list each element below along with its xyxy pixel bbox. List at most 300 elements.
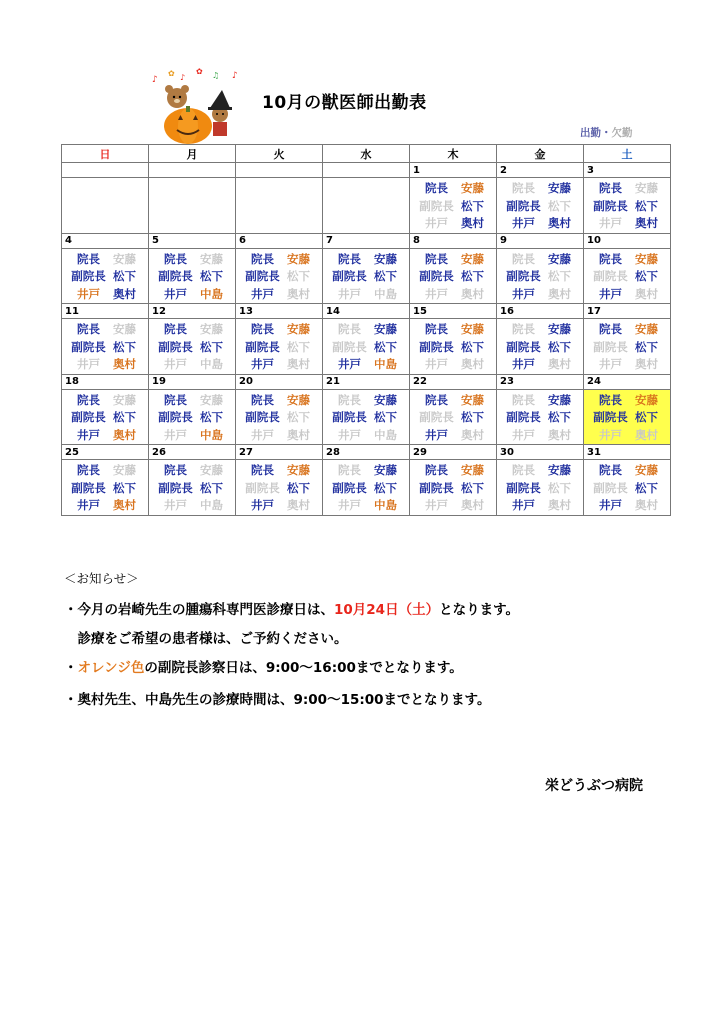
staff-name: 松下 — [113, 339, 136, 354]
staff-name: 井戸 — [425, 286, 448, 301]
staff-name: 奥村 — [548, 498, 571, 512]
staff-name: 奥村 — [548, 427, 571, 442]
day-cell — [497, 319, 584, 375]
staff-name: 院長 — [164, 251, 187, 266]
day-cell — [62, 460, 149, 516]
staff-name: 副院長 — [245, 269, 280, 283]
staff-name: 副院長 — [332, 339, 367, 354]
staff-name: 院長 — [251, 463, 274, 477]
staff-name: 松下 — [113, 480, 136, 495]
staff-name: 安藤 — [200, 251, 223, 266]
staff-name: 院長 — [77, 251, 100, 266]
staff-name: 副院長 — [419, 339, 454, 354]
staff-name: 安藤 — [374, 251, 397, 266]
staff-name: 松下 — [548, 339, 571, 354]
staff-name: 副院長 — [593, 269, 628, 283]
staff-name: 松下 — [461, 198, 484, 213]
staff-name: 安藤 — [113, 251, 136, 266]
staff-name: 副院長 — [71, 269, 106, 283]
staff-name: 院長 — [425, 322, 448, 336]
svg-text:✿: ✿ — [168, 69, 175, 78]
staff-name: 中島 — [200, 427, 223, 442]
staff-name: 松下 — [635, 198, 658, 213]
day-cell — [323, 319, 410, 375]
day-number: 25 — [62, 445, 149, 460]
staff-name: 奥村 — [635, 286, 658, 301]
staff-name: 安藤 — [635, 322, 658, 336]
halloween-illustration — [150, 68, 250, 148]
staff-name: 副院長 — [593, 410, 628, 424]
staff-name: 院長 — [338, 392, 361, 407]
page-title: 10月の獣医師出勤表 — [262, 93, 427, 113]
staff-name: 副院長 — [419, 198, 454, 213]
staff-name: 安藤 — [287, 251, 310, 266]
staff-name: 安藤 — [548, 463, 571, 477]
staff-name: 院長 — [512, 463, 535, 477]
day-cell — [497, 248, 584, 304]
day-number: 24 — [584, 374, 671, 389]
staff-name: 松下 — [635, 269, 658, 283]
day-number: 30 — [497, 445, 584, 460]
staff-name: 院長 — [512, 322, 535, 336]
day-cell — [236, 460, 323, 516]
staff-name: 井戸 — [251, 498, 274, 512]
staff-name: 院長 — [164, 322, 187, 336]
staff-name: 安藤 — [200, 463, 223, 477]
staff-name: 奥村 — [113, 357, 136, 371]
staff-name: 井戸 — [599, 498, 622, 512]
day-cell — [236, 319, 323, 375]
staff-name: 副院長 — [593, 480, 628, 495]
staff-name: 松下 — [548, 410, 571, 424]
day-number: 19 — [149, 374, 236, 389]
staff-name: 院長 — [164, 392, 187, 407]
day-number: 10 — [584, 233, 671, 248]
staff-name: 安藤 — [461, 463, 484, 477]
day-number: 9 — [497, 233, 584, 248]
staff-name: 奥村 — [461, 286, 484, 301]
staff-name: 安藤 — [287, 392, 310, 407]
staff-name: 安藤 — [635, 251, 658, 266]
staff-grid — [584, 319, 670, 374]
music-notes-icon — [152, 68, 238, 85]
staff-name: 副院長 — [506, 269, 541, 283]
staff-name: 奥村 — [287, 427, 310, 442]
day-number: 7 — [323, 233, 410, 248]
staff-name: 副院長 — [506, 480, 541, 495]
staff-name: 安藤 — [374, 463, 397, 477]
staff-name: 奥村 — [548, 286, 571, 301]
staff-name: 松下 — [374, 269, 397, 283]
day-number: 14 — [323, 304, 410, 319]
staff-name: 院長 — [512, 392, 535, 407]
staff-name: 安藤 — [287, 322, 310, 336]
staff-grid — [497, 390, 583, 445]
legend-separator: ・ — [601, 127, 612, 139]
staff-name: 院長 — [251, 251, 274, 266]
svg-text:♫: ♫ — [212, 71, 220, 80]
staff-name: 院長 — [77, 463, 100, 477]
day-cell — [410, 178, 497, 234]
staff-name: 副院長 — [593, 198, 628, 213]
day-number: 16 — [497, 304, 584, 319]
staff-name: 院長 — [338, 322, 361, 336]
day-number: 31 — [584, 445, 671, 460]
staff-grid — [236, 390, 322, 445]
staff-name: 井戸 — [425, 357, 448, 371]
staff-name: 井戸 — [77, 427, 100, 442]
staff-name: 安藤 — [635, 463, 658, 477]
staff-name: 中島 — [200, 286, 223, 301]
staff-name: 院長 — [425, 392, 448, 407]
staff-grid — [149, 390, 235, 445]
staff-name: 井戸 — [77, 286, 100, 301]
staff-name: 院長 — [599, 251, 622, 266]
staff-name: 松下 — [548, 480, 571, 495]
staff-name: 井戸 — [599, 357, 622, 371]
staff-name: 中島 — [200, 498, 223, 512]
staff-grid — [497, 178, 583, 233]
staff-name: 井戸 — [599, 427, 622, 442]
staff-name: 奥村 — [287, 498, 310, 512]
day-cell — [236, 248, 323, 304]
day-number: 22 — [410, 374, 497, 389]
staff-grid — [323, 249, 409, 304]
staff-name: 中島 — [200, 357, 223, 371]
staff-name: 院長 — [425, 181, 448, 195]
staff-name: 井戸 — [251, 357, 274, 371]
staff-name: 院長 — [251, 392, 274, 407]
pumpkin-icon — [164, 106, 212, 144]
staff-grid — [323, 390, 409, 445]
day-cell — [62, 248, 149, 304]
day-number: 6 — [236, 233, 323, 248]
staff-grid — [584, 249, 670, 304]
staff-name: 奥村 — [635, 357, 658, 371]
staff-name: 奥村 — [287, 286, 310, 301]
staff-name: 奥村 — [461, 498, 484, 512]
notice-line-2: 診療をご希望の患者様は、ご予約ください。 — [64, 631, 348, 647]
day-number: 5 — [149, 233, 236, 248]
staff-name: 松下 — [461, 480, 484, 495]
staff-name: 副院長 — [245, 339, 280, 354]
notice-heading: ＜お知らせ＞ — [64, 571, 139, 586]
staff-name: 副院長 — [593, 339, 628, 354]
oncology-date: 10月24日（土） — [334, 602, 440, 618]
staff-name: 安藤 — [548, 251, 571, 266]
staff-name: 井戸 — [599, 286, 622, 301]
staff-name: 安藤 — [461, 251, 484, 266]
staff-name: 井戸 — [425, 498, 448, 512]
staff-name: 井戸 — [164, 498, 187, 512]
svg-text:✿: ✿ — [196, 68, 203, 76]
staff-name: 松下 — [287, 480, 310, 495]
staff-name: 井戸 — [425, 216, 448, 230]
staff-name: 副院長 — [332, 480, 367, 495]
staff-name: 松下 — [635, 480, 658, 495]
staff-name: 井戸 — [164, 286, 187, 301]
day-cell — [323, 248, 410, 304]
day-number: 29 — [410, 445, 497, 460]
weekday-header: 日 — [62, 145, 149, 163]
day-cell — [323, 460, 410, 516]
day-cell — [584, 319, 671, 375]
day-number: 15 — [410, 304, 497, 319]
staff-name: 安藤 — [200, 392, 223, 407]
staff-name: 副院長 — [158, 480, 193, 495]
staff-name: 院長 — [599, 322, 622, 336]
day-number: 3 — [584, 163, 671, 178]
staff-name: 奥村 — [548, 357, 571, 371]
day-cell — [410, 248, 497, 304]
day-number: 1 — [410, 163, 497, 178]
staff-name: 安藤 — [461, 392, 484, 407]
staff-grid — [236, 319, 322, 374]
legend-present: 出勤 — [580, 127, 601, 139]
day-cell — [584, 248, 671, 304]
staff-name: 院長 — [338, 251, 361, 266]
day-number: 13 — [236, 304, 323, 319]
day-number — [323, 163, 410, 178]
staff-name: 院長 — [599, 181, 622, 195]
day-cell — [584, 178, 671, 234]
staff-name: 安藤 — [548, 322, 571, 336]
day-number: 20 — [236, 374, 323, 389]
day-number: 8 — [410, 233, 497, 248]
staff-name: 安藤 — [548, 181, 571, 195]
staff-grid — [62, 390, 148, 445]
staff-name: 院長 — [512, 251, 535, 266]
staff-name: 院長 — [77, 322, 100, 336]
staff-grid — [410, 249, 496, 304]
staff-name: 奥村 — [461, 427, 484, 442]
staff-name: 井戸 — [164, 357, 187, 371]
staff-name: 井戸 — [164, 427, 187, 442]
staff-name: 井戸 — [338, 498, 361, 512]
day-number: 27 — [236, 445, 323, 460]
staff-name: 院長 — [512, 181, 535, 195]
staff-name: 松下 — [461, 339, 484, 354]
staff-name: 副院長 — [419, 410, 454, 424]
staff-name: 安藤 — [113, 392, 136, 407]
staff-name: 院長 — [425, 251, 448, 266]
weekday-header: 火 — [236, 145, 323, 163]
staff-name: 井戸 — [251, 427, 274, 442]
day-number — [149, 163, 236, 178]
staff-grid — [584, 390, 670, 445]
day-cell — [62, 178, 149, 234]
staff-name: 井戸 — [338, 357, 361, 371]
staff-name: 松下 — [374, 339, 397, 354]
staff-name: 副院長 — [245, 410, 280, 424]
staff-name: 中島 — [374, 498, 397, 512]
staff-name: 松下 — [548, 198, 571, 213]
staff-name: 安藤 — [548, 392, 571, 407]
staff-name: 松下 — [113, 410, 136, 424]
staff-name: 副院長 — [332, 410, 367, 424]
day-number — [62, 163, 149, 178]
weekday-header: 木 — [410, 145, 497, 163]
staff-grid — [149, 319, 235, 374]
staff-grid — [62, 319, 148, 374]
staff-grid — [236, 460, 322, 515]
day-cell — [62, 389, 149, 445]
day-cell — [149, 248, 236, 304]
day-cell — [149, 319, 236, 375]
staff-name: 井戸 — [512, 427, 535, 442]
staff-name: 副院長 — [158, 339, 193, 354]
attendance-legend — [580, 125, 633, 140]
staff-name: 奥村 — [461, 357, 484, 371]
day-cell — [497, 389, 584, 445]
notice-line-4: ・奥村先生、中島先生の診療時間は、9:00～15:00までとなります。 — [64, 692, 491, 708]
staff-grid — [410, 390, 496, 445]
day-number: 17 — [584, 304, 671, 319]
notice-text: の副院長診察日は、9:00～16:00までとなります。 — [144, 660, 463, 676]
staff-name: 松下 — [374, 480, 397, 495]
day-number: 12 — [149, 304, 236, 319]
day-cell — [149, 389, 236, 445]
staff-name: 松下 — [200, 339, 223, 354]
staff-name: 院長 — [164, 463, 187, 477]
staff-grid — [584, 460, 670, 515]
day-cell — [62, 319, 149, 375]
staff-name: 井戸 — [599, 216, 622, 230]
day-cell — [236, 389, 323, 445]
staff-name: 奥村 — [113, 427, 136, 442]
svg-text:♪: ♪ — [152, 75, 158, 85]
staff-grid — [236, 249, 322, 304]
day-cell — [323, 389, 410, 445]
staff-name: 奥村 — [461, 216, 484, 230]
staff-name: 松下 — [200, 269, 223, 283]
staff-name: 安藤 — [461, 181, 484, 195]
staff-name: 松下 — [287, 339, 310, 354]
schedule-table — [61, 144, 671, 516]
notice-line-3 — [64, 656, 463, 676]
staff-name: 副院長 — [158, 269, 193, 283]
staff-name: 奥村 — [113, 286, 136, 301]
staff-name: 松下 — [461, 269, 484, 283]
staff-name: 副院長 — [506, 339, 541, 354]
staff-name: 奥村 — [113, 498, 136, 512]
staff-grid — [62, 249, 148, 304]
staff-name: 松下 — [374, 410, 397, 424]
staff-name: 副院長 — [158, 410, 193, 424]
staff-name: 安藤 — [374, 322, 397, 336]
day-cell — [236, 178, 323, 234]
staff-name: 中島 — [374, 357, 397, 371]
staff-name: 院長 — [77, 392, 100, 407]
day-cell — [584, 460, 671, 516]
staff-name: 安藤 — [113, 463, 136, 477]
weekday-header: 金 — [497, 145, 584, 163]
staff-name: 院長 — [251, 322, 274, 336]
staff-grid — [323, 460, 409, 515]
staff-name: 井戸 — [338, 286, 361, 301]
day-cell — [410, 460, 497, 516]
staff-name: 副院長 — [506, 198, 541, 213]
staff-name: 松下 — [287, 410, 310, 424]
staff-name: 安藤 — [635, 392, 658, 407]
day-number: 26 — [149, 445, 236, 460]
svg-text:♪: ♪ — [232, 71, 238, 81]
staff-grid — [497, 319, 583, 374]
day-number: 23 — [497, 374, 584, 389]
staff-name: 副院長 — [245, 480, 280, 495]
staff-name: 奥村 — [548, 216, 571, 230]
staff-name: 井戸 — [251, 286, 274, 301]
staff-name: 井戸 — [77, 498, 100, 512]
day-cell — [497, 460, 584, 516]
staff-grid — [497, 249, 583, 304]
staff-name: 副院長 — [71, 480, 106, 495]
staff-name: 井戸 — [512, 286, 535, 301]
day-cell — [410, 319, 497, 375]
staff-name: 松下 — [635, 410, 658, 424]
notice-text: となります。 — [439, 602, 519, 618]
notice-text: ・今月の岩崎先生の腫瘍科専門医診療日は、 — [64, 602, 334, 618]
day-cell — [149, 178, 236, 234]
staff-name: 井戸 — [512, 216, 535, 230]
bear-icon — [165, 85, 189, 108]
orange-label: オレンジ色 — [77, 660, 145, 676]
staff-name: 安藤 — [374, 392, 397, 407]
hospital-name: 栄どうぶつ病院 — [545, 778, 643, 794]
staff-name: 安藤 — [113, 322, 136, 336]
staff-name: 奥村 — [635, 216, 658, 230]
staff-name: 安藤 — [200, 322, 223, 336]
staff-name: 松下 — [548, 269, 571, 283]
staff-name: 松下 — [113, 269, 136, 283]
day-number: 2 — [497, 163, 584, 178]
staff-name: 副院長 — [419, 269, 454, 283]
day-number: 4 — [62, 233, 149, 248]
day-number: 28 — [323, 445, 410, 460]
weekday-header: 月 — [149, 145, 236, 163]
staff-name: 中島 — [374, 286, 397, 301]
staff-name: 松下 — [635, 339, 658, 354]
day-cell — [149, 460, 236, 516]
staff-name: 安藤 — [287, 463, 310, 477]
notice-line-1 — [64, 598, 519, 618]
staff-grid — [323, 319, 409, 374]
staff-grid — [410, 319, 496, 374]
day-cell — [323, 178, 410, 234]
staff-name: 松下 — [200, 480, 223, 495]
staff-grid — [410, 178, 496, 233]
staff-name: 奥村 — [635, 427, 658, 442]
notice-text: ・ — [64, 660, 78, 676]
day-cell — [410, 389, 497, 445]
staff-name: 松下 — [200, 410, 223, 424]
staff-grid — [149, 460, 235, 515]
staff-grid — [149, 249, 235, 304]
staff-name: 中島 — [374, 427, 397, 442]
weekday-header: 水 — [323, 145, 410, 163]
staff-name: 副院長 — [71, 339, 106, 354]
staff-name: 井戸 — [512, 498, 535, 512]
staff-name: 院長 — [599, 463, 622, 477]
staff-grid — [62, 460, 148, 515]
weekday-header: 土 — [584, 145, 671, 163]
staff-grid — [584, 178, 670, 233]
staff-name: 安藤 — [461, 322, 484, 336]
svg-text:♪: ♪ — [180, 73, 186, 82]
staff-name: 院長 — [599, 392, 622, 407]
staff-grid — [497, 460, 583, 515]
legend-absent: 欠勤 — [611, 127, 633, 139]
